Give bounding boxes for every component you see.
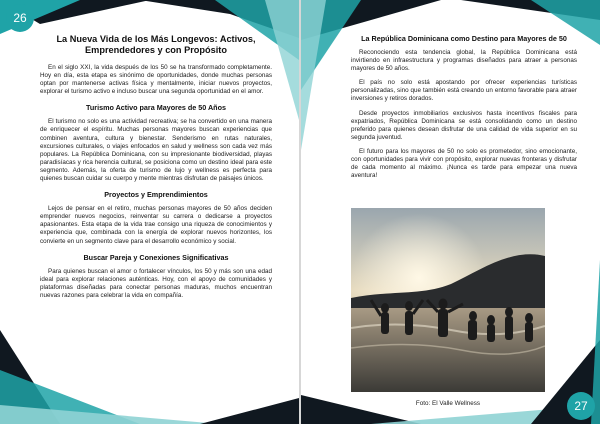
left-page (0, 0, 299, 424)
page-number-left: 26 (6, 4, 34, 32)
right-paragraph-2: El país no solo está apostando por ofrecer experiencias turísticas personalizadas, sino que también está creando un entorno favorable para atraer inversiones y retiros dorados. (351, 79, 577, 103)
left-article (40, 34, 272, 306)
section-text-turismo: El turismo no solo es una actividad recreativa; se ha convertido en una manera de enriquecer el espíritu. Muchas personas mayores buscan experiencias que combinen aventura, cultura y bienestar. Senderismo en rutas naturales, excursiones culturales, o viajes enfocados en salud y wellness son cada vez más populares. La República Dominicana, con su impresionante biodiversidad, playas paradisíacas y rica herencia cultural, se posiciona como un destino ideal para este segmento. Además, la oferta de turismo de lujo y wellness es perfecta para quienes buscan cuidar su cuerpo y mente mientras disfrutan de paisajes únicos. (40, 118, 272, 183)
page-number-right: 27 (567, 392, 595, 420)
section-heading-pareja: Buscar Pareja y Conexiones Significativas (83, 252, 229, 262)
right-heading: La República Dominicana como Destino para Mayores de 50 (361, 34, 567, 43)
article-intro: En el siglo XXI, la vida después de los 50 se ha transformado completamente. Hoy en día, esta etapa es sinónimo de oportunidades, donde muchas personas optan por mantenerse activas física y mentalmente, iniciar nuevos proyectos, explorar el turismo activo e incluso buscar una segunda oportunidad en el amor. (40, 64, 272, 96)
right-page (301, 0, 600, 424)
section-heading-proyectos: Proyectos y Emprendimientos (104, 190, 208, 200)
right-article (351, 34, 577, 186)
right-paragraph-1: Reconociendo esta tendencia global, la República Dominicana está invirtiendo en infraestructura y programas diseñados para atraer a personas mayores de 50 años. (351, 49, 577, 73)
right-paragraph-4: El futuro para los mayores de 50 no solo es prometedor, sino emocionante, con oportunidades para vivir con propósito, explorar nuevas fronteras y disfrutar de cada momento al máximo. ¡Nunca es tarde para empezar una nueva aventura! (351, 147, 577, 180)
section-text-proyectos: Lejos de pensar en el retiro, muchas personas mayores de 50 años deciden emprender nuevos negocios, reinventar su carrera o dedicarse a proyectos apasionantes. Esta etapa de la vida trae consigo una riqueza de conocimientos y experiencia que, combinada con la energía de explorar nuevos horizontes, los convierte en un segmento clave para el desarrollo económico y social. (40, 205, 272, 245)
beach-group-photo (351, 208, 545, 392)
section-heading-turismo: Turismo Activo para Mayores de 50 Años (86, 103, 226, 113)
section-text-pareja: Para quienes buscan el amor o fortalecer vínculos, los 50 y más son una edad ideal para explorar relaciones auténticas. Hoy, con el apoyo de comunidades y plataformas diseñadas para conectar personas maduras, muchos encuentran nuevas razones para celebrar la vida en compañía. (40, 267, 272, 299)
article-title: La Nueva Vida de los Más Longevos: Activos, Emprendedores y con Propósito (56, 34, 256, 55)
right-paragraph-3: Desde proyectos inmobiliarios exclusivos hasta incentivos fiscales para expatriados, República Dominicana se está consolidando como un destino preferido para quienes desean disfrutar de una calidad de vida superior en su segunda juventud. (351, 109, 577, 141)
photo-caption: Foto: El Valle Wellness (415, 400, 481, 407)
